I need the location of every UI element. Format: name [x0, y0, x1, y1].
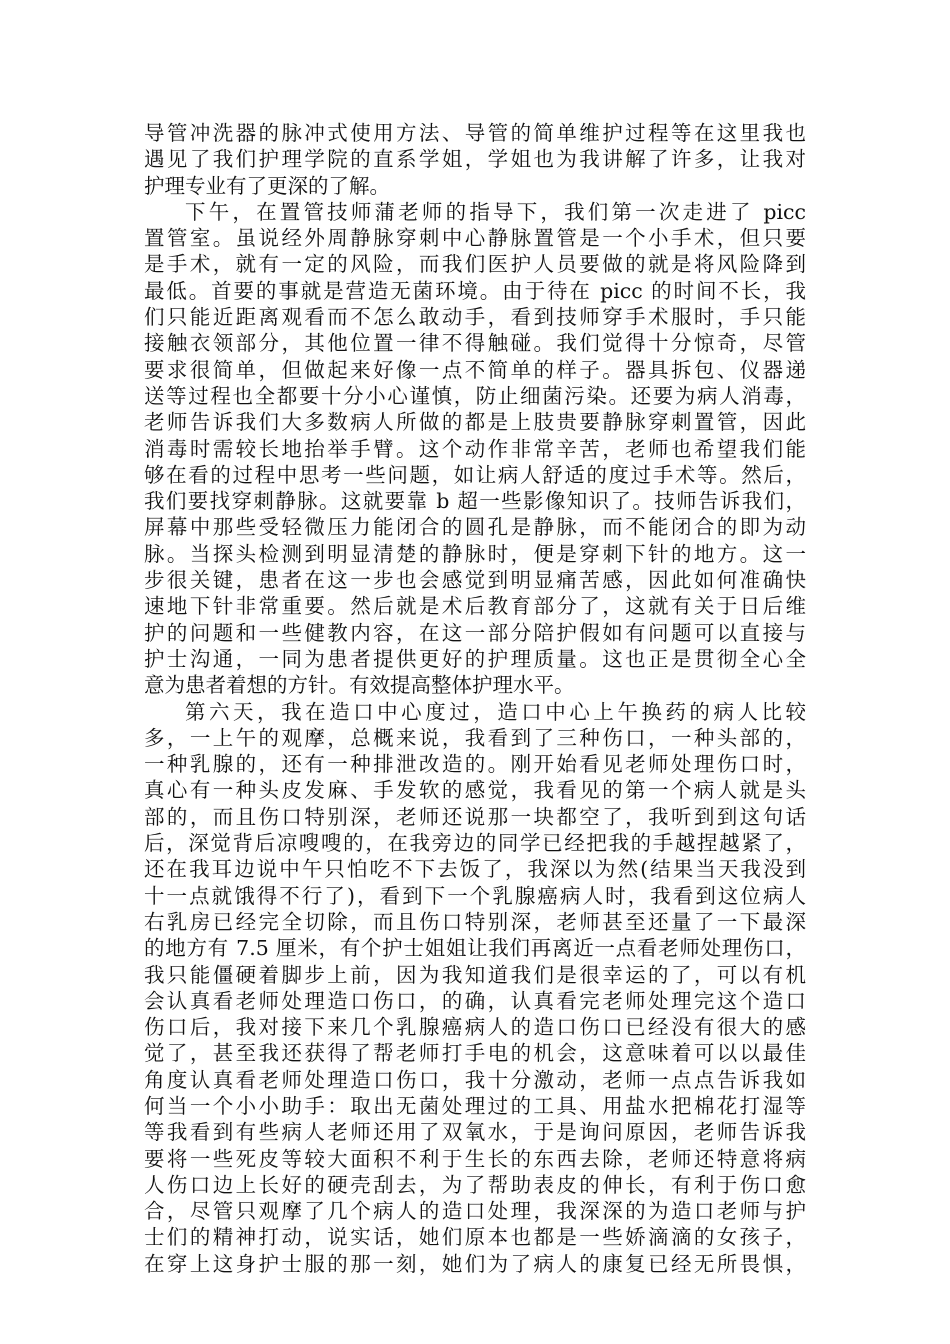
paragraph-3: [144, 699, 806, 1278]
text-line: 要求很简单，但做起来好像一点不简单的样子。器具拆包、仪器递: [144, 357, 806, 382]
text-line: 右乳房已经完全切除，而且伤口特别深，老师甚至还量了一下最深: [144, 909, 806, 934]
text-line: 的地方有 7.5 厘米，有个护士姐姐让我们再离近一点看老师处理伤口，: [144, 936, 806, 961]
text-line: 老师告诉我们大多数病人所做的都是上肢贵要静脉穿刺置管，因此: [144, 410, 806, 435]
text-line: 够在看的过程中思考一些问题，如让病人舒适的度过手术等。然后，: [144, 462, 806, 487]
text-line: 伤口后，我对接下来几个乳腺癌病人的造口伤口已经没有很大的感: [144, 1015, 806, 1040]
text-line: 角度认真看老师处理造口伤口，我十分激动，老师一点点告诉我如: [144, 1067, 806, 1092]
text-line: 护理专业有了更深的了解。: [144, 173, 390, 198]
text-line: 第六天，我在造口中心度过，造口中心上午换药的病人比较: [185, 699, 806, 724]
text-line: 意为患者着想的方针。有效提高整体护理水平。: [144, 673, 575, 698]
text-line: 还在我耳边说中午只怕吃不下去饭了，我深以为然(结果当天我没到: [144, 857, 806, 882]
text-line: 下午，在置管技师蒲老师的指导下，我们第一次走进了 picc: [185, 199, 806, 224]
text-line: 脉。当探头检测到明显清楚的静脉时，便是穿刺下针的地方。这一: [144, 541, 806, 566]
text-line: 护士沟通，一同为患者提供更好的护理质量。这也正是贯彻全心全: [144, 646, 806, 671]
text-line: 真心有一种头皮发麻、手发软的感觉，我看见的第一个病人就是头: [144, 778, 806, 803]
text-line: 合，尽管只观摩了几个病人的造口处理，我深深的为造口老师与护: [144, 1199, 806, 1224]
text-line: 十一点就饿得不行了)，看到下一个乳腺癌病人时，我看到这位病人: [144, 883, 806, 908]
text-line: 后，深觉背后凉嗖嗖的，在我旁边的同学已经把我的手越捏越紧了，: [144, 831, 806, 856]
text-line: 多，一上午的观摩，总概来说，我看到了三种伤口，一种头部的，: [144, 725, 806, 750]
text-line: 要将一些死皮等较大面积不利于生长的东西去除，老师还特意将病: [144, 1146, 806, 1171]
text-line: 觉了，甚至我还获得了帮老师打手电的机会，这意味着可以以最佳: [144, 1041, 806, 1066]
text-line: 我只能僵硬着脚步上前，因为我知道我们是很幸运的了，可以有机: [144, 962, 806, 987]
text-line: 一种乳腺的，还有一种排泄改造的。刚开始看见老师处理伤口时，: [144, 752, 806, 777]
document-body: [144, 120, 806, 1277]
text-line: 部的，而且伤口特别深，老师还说那一块都空了，我听到到这句话: [144, 804, 806, 829]
text-line: 等我看到有些病人老师还用了双氧水，于是询问原因，老师告诉我: [144, 1120, 806, 1145]
text-line: 送等过程也全都要十分小心谨慎，防止细菌污染。还要为病人消毒，: [144, 383, 806, 408]
text-line: 步很关键，患者在这一步也会感觉到明显痛苦感，因此如何准确快: [144, 568, 806, 593]
text-line: 在穿上这身护士服的那一刻，她们为了病人的康复已经无所畏惧，: [144, 1251, 806, 1276]
text-line: 导管冲洗器的脉冲式使用方法、导管的简单维护过程等在这里我也: [144, 121, 806, 145]
text-line: 消毒时需较长地抬举手臂。这个动作非常辛苦，老师也希望我们能: [144, 436, 806, 461]
text-line: 何当一个小小助手：取出无菌处理过的工具、用盐水把棉花打湿等: [144, 1093, 806, 1118]
paragraph-2: [144, 199, 806, 699]
text-line: 遇见了我们护理学院的直系学姐，学姐也为我讲解了许多，让我对: [144, 147, 806, 172]
text-line: 速地下针非常重要。然后就是术后教育部分了，这就有关于日后维: [144, 594, 806, 619]
text-line: 是手术，就有一定的风险，而我们医护人员要做的就是将风险降到: [144, 252, 806, 277]
text-line: 屏幕中那些受轻微压力能闭合的圆孔是静脉，而不能闭合的即为动: [144, 515, 806, 540]
text-line: 接触衣领部分，其他位置一律不得触碰。我们觉得十分惊奇，尽管: [144, 331, 806, 356]
text-line: 我们要找穿刺静脉。这就要靠 b 超一些影像知识了。技师告诉我们，: [144, 489, 806, 514]
paragraph-1: [144, 120, 806, 199]
text-line: 士们的精神打动，说实话，她们原本也都是一些娇滴滴的女孩子，: [144, 1225, 806, 1250]
text-line: 最低。首要的事就是营造无菌环境。由于待在 picc 的时间不长，我: [144, 278, 806, 303]
text-line: 会认真看老师处理造口伤口，的确，认真看完老师处理完这个造口: [144, 988, 806, 1013]
text-line: 们只能近距离观看而不怎么敢动手，看到技师穿手术服时，手只能: [144, 305, 806, 330]
text-line: 护的问题和一些健教内容，在这一部分陪护假如有问题可以直接与: [144, 620, 806, 645]
text-line: 置管室。虽说经外周静脉穿刺中心静脉置管是一个小手术，但只要: [144, 226, 806, 251]
text-line: 人伤口边上长好的硬壳刮去，为了帮助表皮的伸长，有利于伤口愈: [144, 1172, 806, 1197]
